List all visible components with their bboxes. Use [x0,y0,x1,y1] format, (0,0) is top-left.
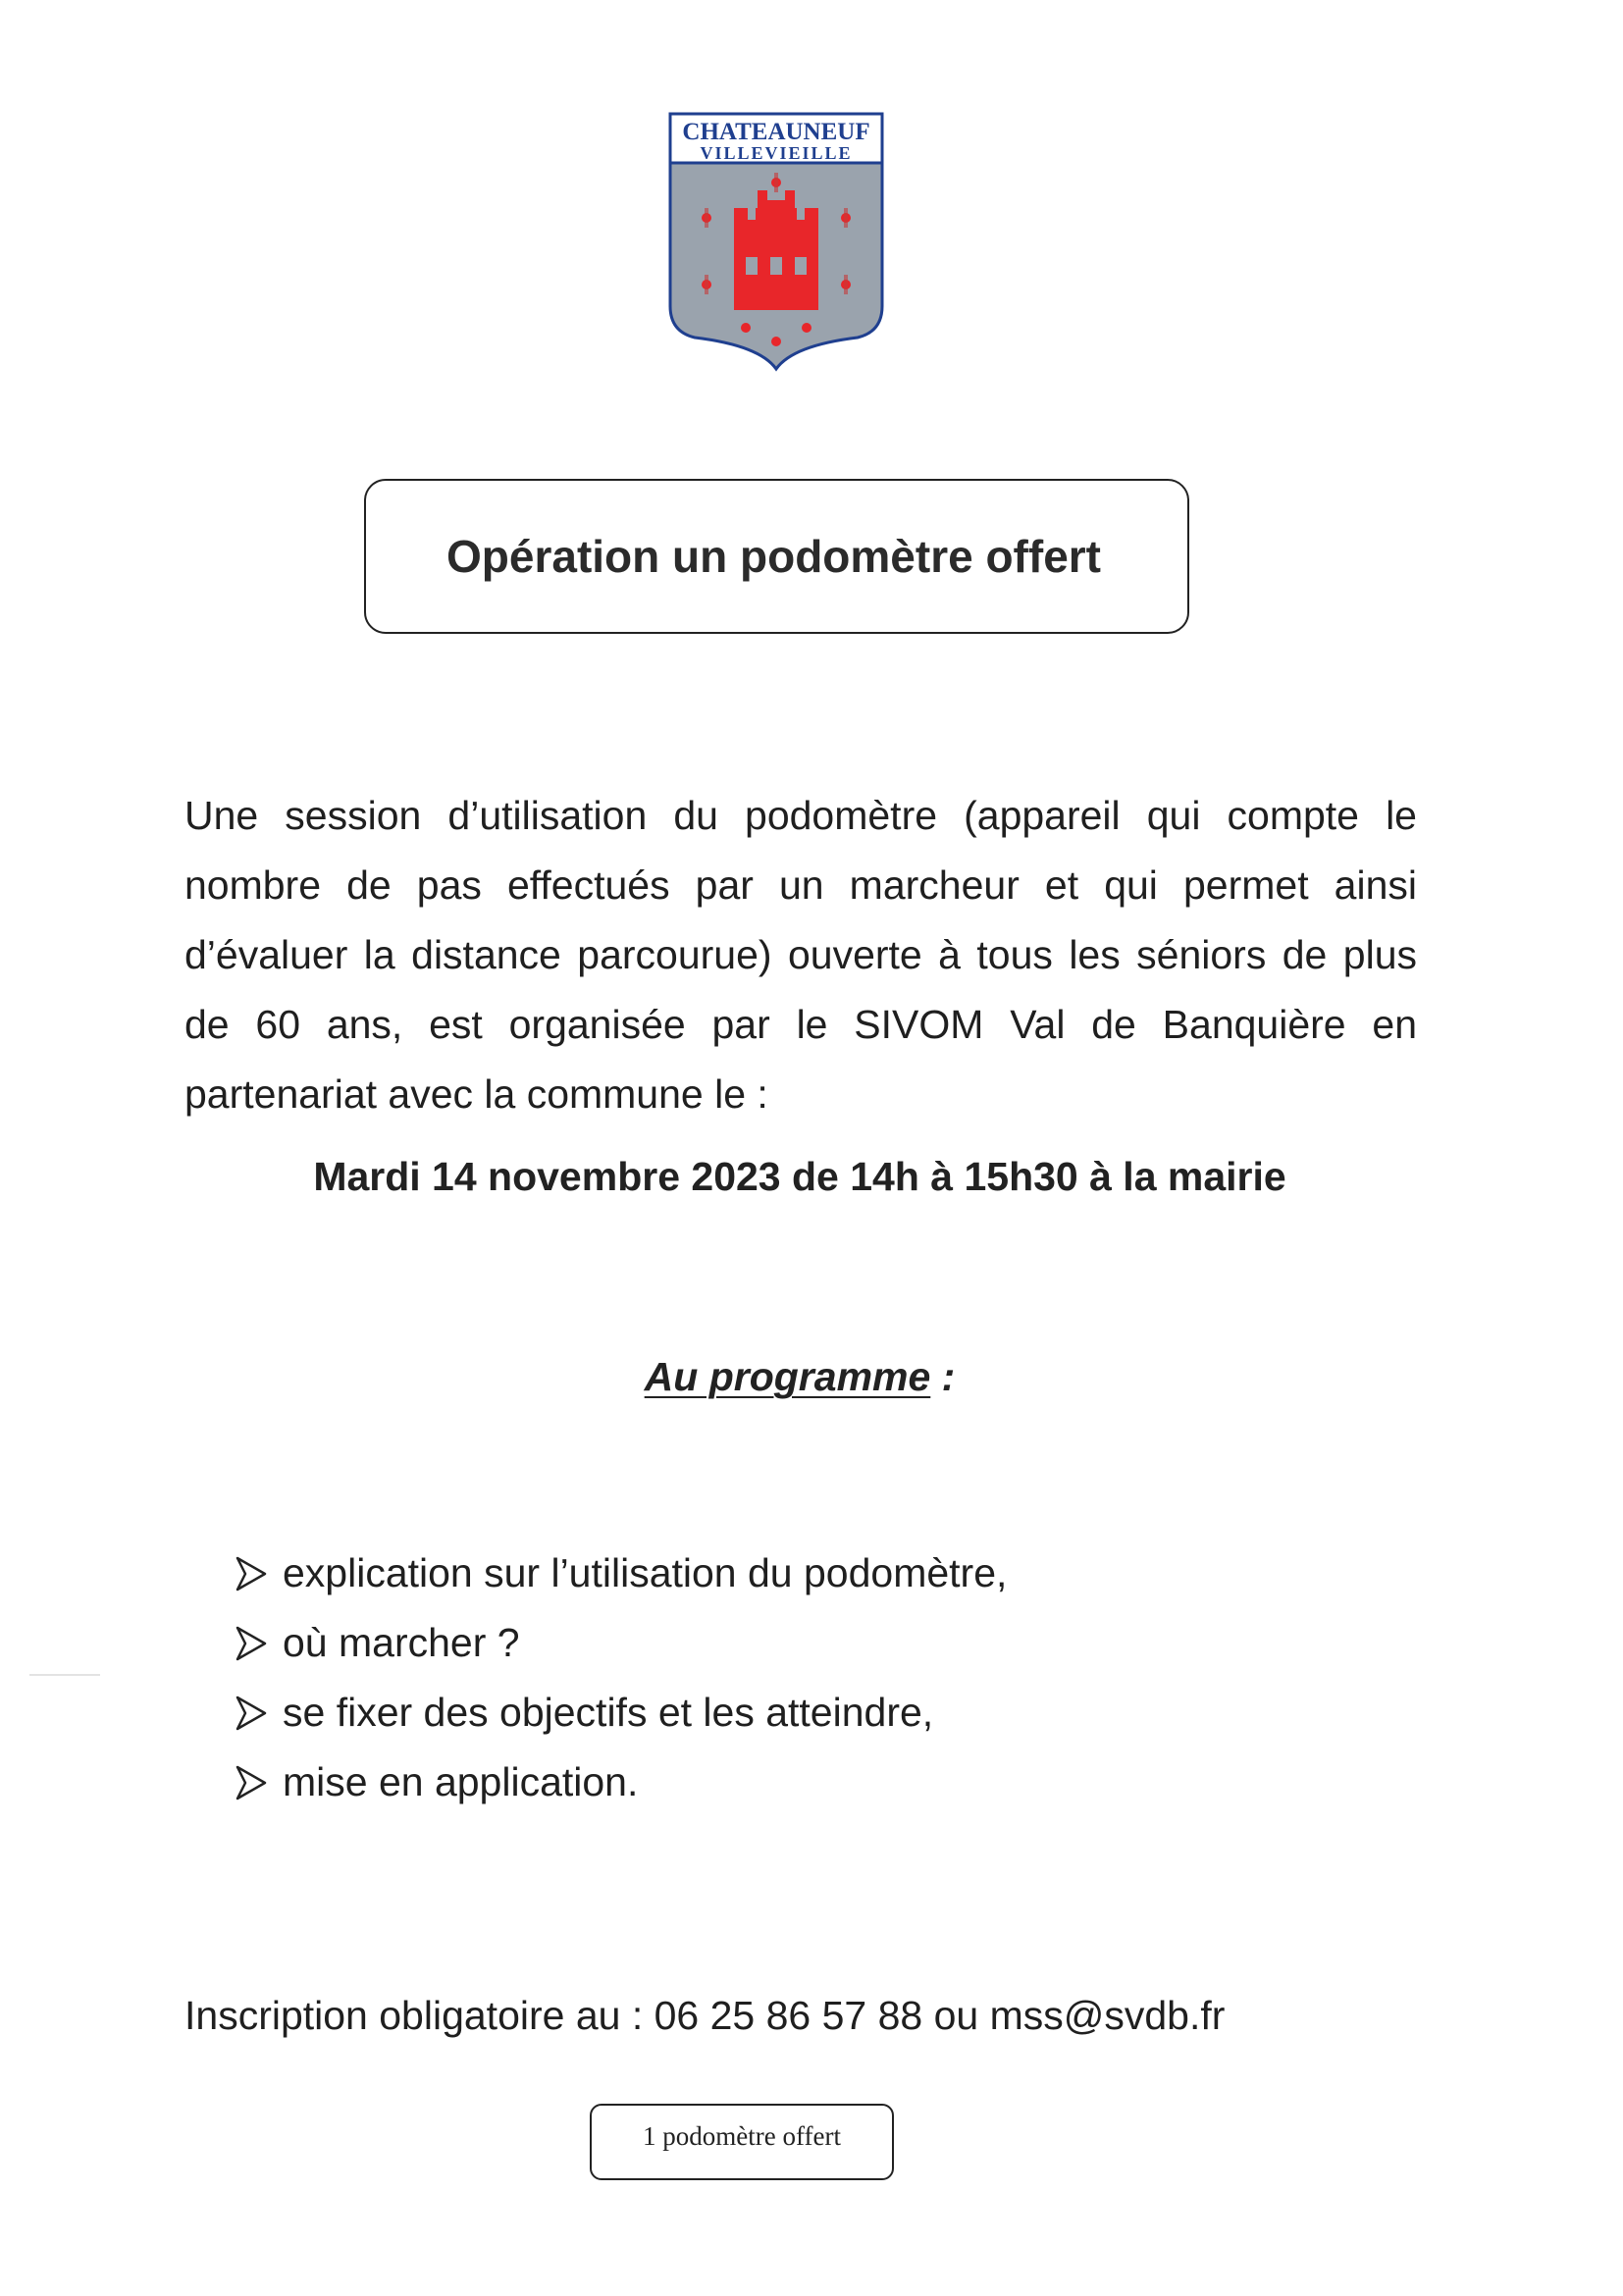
program-heading-colon: : [930,1354,956,1399]
list-item [236,1539,1007,1608]
arrow-bullet-icon [236,1694,283,1733]
arrow-bullet-icon [236,1624,283,1663]
scan-artifact [29,1674,100,1676]
list-item [236,1748,1007,1817]
program-item-text: se fixer des objectifs et les atteindre, [283,1690,934,1735]
intro-paragraph: Une session d’utilisation du podomètre (appareil qui compte le nombre de pas effectués par un marcheur et qui permet ainsi d’évaluer la distance parcourue) ouverte à tous les séniors de plus de 60 ans, est organisée par le SIVOM Val de Banquière en partenariat avec la commune le : [184,793,1417,1117]
program-item-text: explication sur l’utilisation du podomètre, [283,1550,1008,1595]
program-item-text: mise en application. [283,1759,639,1804]
offer-box [590,2104,894,2180]
coat-of-arms-logo [667,110,885,375]
program-heading [0,1354,1599,1400]
signup-line: Inscription obligatoire au : 06 25 86 57 88 ou mss@svdb.fr [184,1993,1226,2038]
arrow-bullet-icon [236,1763,283,1802]
castle-icon [667,110,885,375]
list-item [236,1678,1007,1748]
crest-line-1: CHATEAUNEUF [682,119,870,145]
event-date: Mardi 14 novembre 2023 de 14h à 15h30 à la mairie [313,1154,1286,1199]
crest-line-2: VILLEVIEILLE [700,143,853,163]
title-box [364,479,1189,634]
program-list [236,1539,1007,1817]
arrow-bullet-icon [236,1554,283,1593]
page-title: Opération un podomètre offert [446,531,1101,582]
offer-text: 1 podomètre offert [643,2121,841,2151]
program-item-text: où marcher ? [283,1620,520,1665]
program-heading-label: Au programme [644,1354,931,1399]
list-item [236,1608,1007,1678]
